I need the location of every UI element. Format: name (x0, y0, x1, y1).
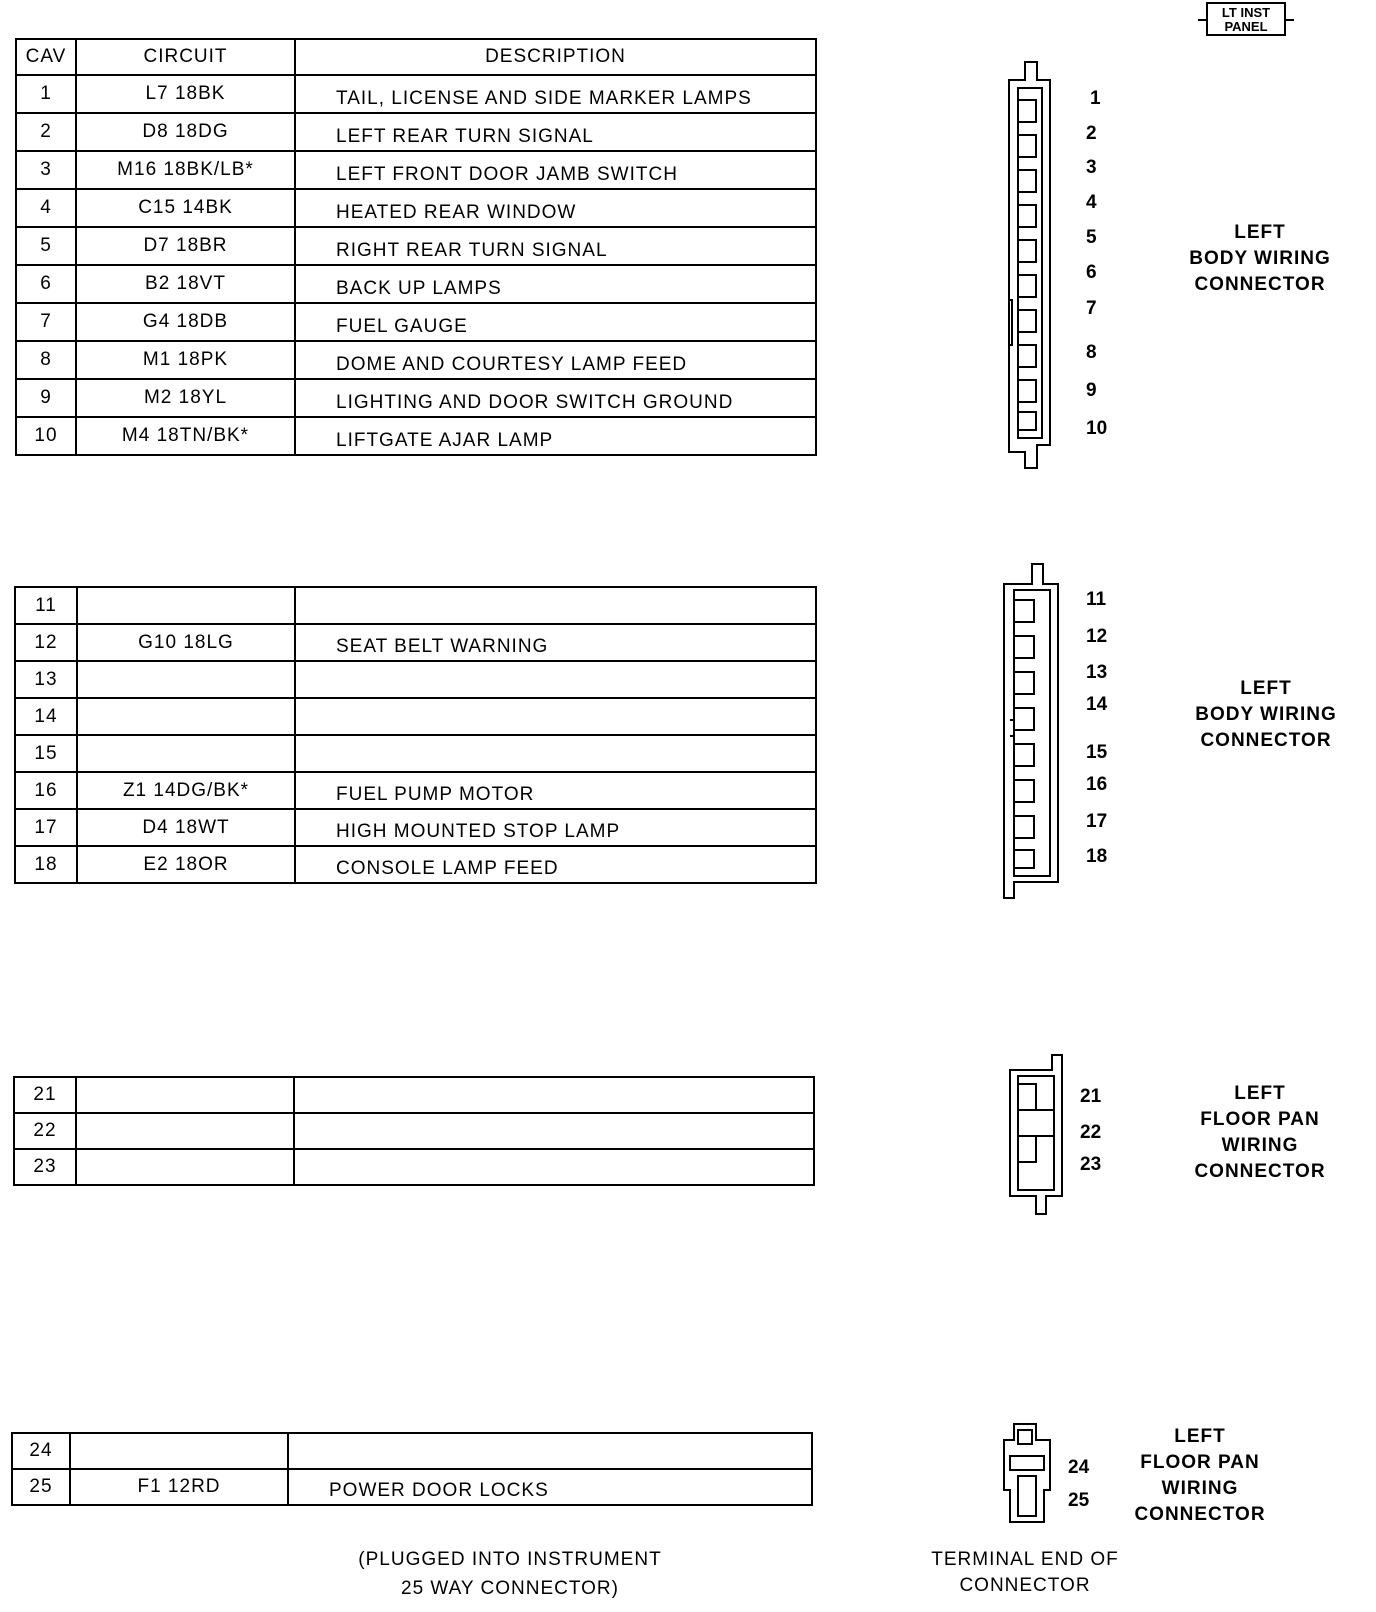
cav-cell: 22 (14, 1113, 76, 1149)
header-description: DESCRIPTION (295, 39, 816, 75)
cav-cell: 23 (14, 1149, 76, 1185)
pin-number: 9 (1086, 380, 1097, 401)
pin-number: 14 (1086, 694, 1108, 715)
pin-number: 17 (1086, 811, 1108, 832)
description-cell: LEFT REAR TURN SIGNAL (295, 113, 816, 151)
pin-number: 13 (1086, 662, 1108, 683)
circuit-cell: C15 14BK (76, 189, 295, 227)
description-cell: TAIL, LICENSE AND SIDE MARKER LAMPS (295, 75, 816, 113)
pin-number: 11 (1086, 589, 1107, 610)
cav-cell: 5 (16, 227, 76, 265)
cav-cell: 17 (15, 809, 77, 846)
circuit-cell: G4 18DB (76, 303, 295, 341)
cav-cell: 10 (16, 417, 76, 455)
circuit-cell: G10 18LG (77, 624, 295, 661)
pin-number: 2 (1086, 123, 1097, 144)
circuit-cell: D7 18BR (76, 227, 295, 265)
description-cell: POWER DOOR LOCKS (288, 1469, 812, 1505)
circuit-cell: F1 12RD (70, 1469, 288, 1505)
pin-number: 21 (1080, 1086, 1102, 1107)
pin-number: 15 (1086, 742, 1108, 763)
description-cell: LIGHTING AND DOOR SWITCH GROUND (295, 379, 816, 417)
description-cell: LIFTGATE AJAR LAMP (295, 417, 816, 455)
description-cell: HEATED REAR WINDOW (295, 189, 816, 227)
circuit-cell: B2 18VT (76, 265, 295, 303)
description-cell: HIGH MOUNTED STOP LAMP (295, 809, 816, 846)
panel-tag-line-1: LT INST (1221, 5, 1271, 20)
cav-cell: 21 (14, 1077, 76, 1113)
label-line: CONNECTOR (1200, 730, 1332, 751)
pin-number: 25 (1068, 1490, 1090, 1511)
cav-cell: 24 (12, 1433, 70, 1469)
cav-cell: 6 (16, 265, 76, 303)
pin-number: 3 (1086, 157, 1097, 178)
connector-4-shape (1004, 1424, 1050, 1522)
note-line: TERMINAL END OF (931, 1549, 1119, 1570)
pin-number: 8 (1086, 342, 1097, 363)
label-line: BODY WIRING (1189, 248, 1331, 269)
terminal-end-note (900, 1547, 1150, 1599)
note-line: CONNECTOR (959, 1575, 1091, 1596)
label-line: LEFT (1234, 222, 1286, 243)
circuit-cell: M1 18PK (76, 341, 295, 379)
pin-number: 5 (1086, 227, 1097, 248)
label-line: CONNECTOR (1134, 1504, 1266, 1525)
label-line: BODY WIRING (1195, 704, 1337, 725)
connector-2-label (1176, 676, 1356, 754)
cav-cell: 3 (16, 151, 76, 189)
pin-number: 24 (1068, 1457, 1090, 1478)
pin-number: 16 (1086, 774, 1108, 795)
pin-number: 23 (1080, 1154, 1102, 1175)
header-circuit: CIRCUIT (76, 39, 295, 75)
pin-number: 22 (1080, 1122, 1102, 1143)
description-cell: RIGHT REAR TURN SIGNAL (295, 227, 816, 265)
circuit-cell: M16 18BK/LB* (76, 151, 295, 189)
circuit-cell: Z1 14DG/BK* (77, 772, 295, 809)
plugged-note (300, 1545, 720, 1603)
label-line: FLOOR PAN (1200, 1109, 1320, 1130)
circuit-cell: L7 18BK (76, 75, 295, 113)
cav-cell: 15 (15, 735, 77, 772)
cav-cell: 2 (16, 113, 76, 151)
pin-number: 1 (1090, 88, 1101, 109)
connector-2-shape (1004, 564, 1058, 898)
cav-cell: 11 (15, 587, 77, 624)
description-cell: BACK UP LAMPS (295, 265, 816, 303)
pin-number: 6 (1086, 262, 1097, 283)
connector-1-label (1170, 220, 1350, 298)
cav-cell: 18 (15, 846, 77, 883)
connector-4-label (1110, 1424, 1290, 1528)
label-line: LEFT (1234, 1083, 1286, 1104)
circuit-cell: D8 18DG (76, 113, 295, 151)
description-cell: LEFT FRONT DOOR JAMB SWITCH (295, 151, 816, 189)
circuit-cell: M4 18TN/BK* (76, 417, 295, 455)
cav-cell: 7 (16, 303, 76, 341)
label-line: FLOOR PAN (1140, 1452, 1260, 1473)
pin-number: 4 (1086, 192, 1097, 213)
description-cell: CONSOLE LAMP FEED (295, 846, 816, 883)
label-line: WIRING (1221, 1135, 1299, 1156)
connector-3-label (1170, 1081, 1350, 1185)
label-line: LEFT (1174, 1426, 1226, 1447)
description-cell: SEAT BELT WARNING (295, 624, 816, 661)
cav-cell: 8 (16, 341, 76, 379)
note-line: (PLUGGED INTO INSTRUMENT (358, 1549, 662, 1570)
label-line: CONNECTOR (1194, 274, 1326, 295)
cav-cell: 25 (12, 1469, 70, 1505)
connector-3-shape (1010, 1055, 1062, 1214)
label-line: CONNECTOR (1194, 1161, 1326, 1182)
description-cell: FUEL PUMP MOTOR (295, 772, 816, 809)
cav-cell: 1 (16, 75, 76, 113)
circuit-cell: E2 18OR (77, 846, 295, 883)
header-cav: CAV (16, 39, 76, 75)
pin-number: 12 (1086, 626, 1108, 647)
description-cell: FUEL GAUGE (295, 303, 816, 341)
cav-cell: 16 (15, 772, 77, 809)
circuit-cell: M2 18YL (76, 379, 295, 417)
cav-cell: 14 (15, 698, 77, 735)
connector-1-shape (1009, 62, 1050, 468)
pin-number: 7 (1086, 298, 1097, 319)
pin-number: 18 (1086, 846, 1108, 867)
cav-cell: 12 (15, 624, 77, 661)
note-line: 25 WAY CONNECTOR) (401, 1578, 619, 1599)
cav-cell: 9 (16, 379, 76, 417)
cav-cell: 13 (15, 661, 77, 698)
circuit-cell: D4 18WT (77, 809, 295, 846)
cav-cell: 4 (16, 189, 76, 227)
description-cell: DOME AND COURTESY LAMP FEED (295, 341, 816, 379)
label-line: LEFT (1240, 678, 1292, 699)
panel-tag-line-2: PANEL (1224, 19, 1268, 34)
label-line: WIRING (1161, 1478, 1239, 1499)
pin-number: 10 (1086, 418, 1108, 439)
